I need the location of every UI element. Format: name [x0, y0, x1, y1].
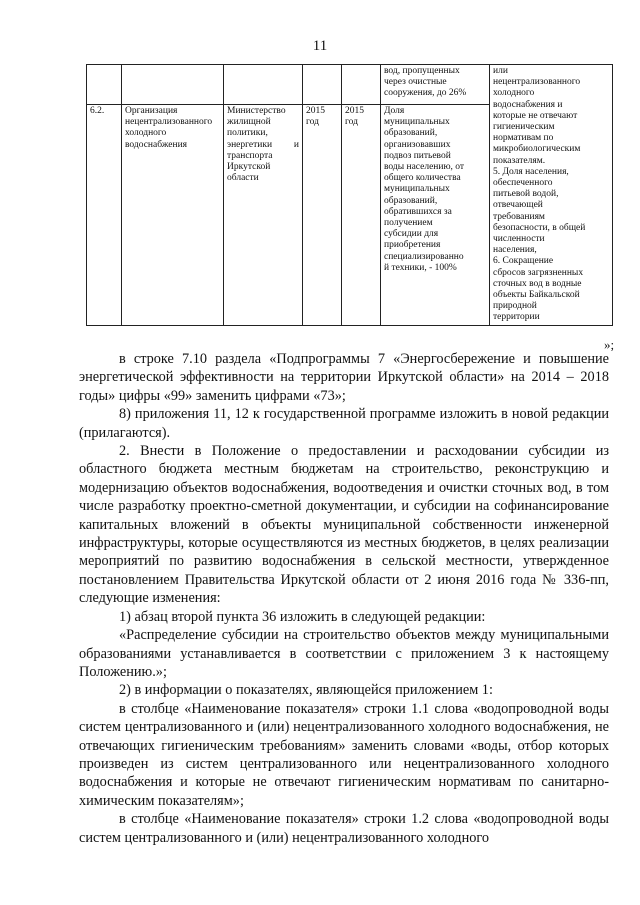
paragraph: 2. Внести в Положение о предоставлении и расходовании субсидии из областного бюджета местным бюджетам на строительство, реконструкцию и модернизацию объектов водоснабжения, водоотведения и очистки сточных вод, в том числе разработку проектно-сметной документации, и субсидии на софинансирование капитальных вложений в объекты муниципальной собственности инженерной инфраструктуры, которые осуществляются из местных бюджетов, в целях реализации мероприятий по развитию водоснабжения в сельской местности, утвержденное постановлением Правительства Иркутской области от 2 июня 2016 года № 336-пп, следующие изменения:	[79, 443, 609, 607]
paragraph: 1) абзац второй пункта 36 изложить в следующей редакции:	[119, 608, 486, 625]
cell-indicator: Доля муниципальных образований, организовавших подвоз питьевой воды населению, от общего количества муниципальных образований, обратившихся за получением субсидии для приобретения специализированно й техники, - 100%	[381, 105, 490, 326]
paragraph: 2) в информации о показателях, являющейся приложением 1:	[119, 682, 493, 699]
table-row-continued	[87, 65, 613, 105]
paragraph: «Распределение субсидии на строительство объектов между муниципальными образованиями устанавливается в соответствии с приложением 3 к настоящему Положению.»;	[79, 627, 609, 680]
cell-name	[122, 65, 224, 105]
paragraph: в строке 7.10 раздела «Подпрограммы 7 «Энергосбережение и повышение энергетической эффективности на территории Иркутской области» на 2014 – 2018 годы» цифры «99» заменить цифрами «73»;	[79, 351, 609, 404]
cell-end	[342, 65, 381, 105]
cell-row-number: 6.2.	[87, 105, 122, 326]
measures-table	[86, 64, 613, 326]
cell-num	[87, 65, 122, 105]
cell-executor	[224, 65, 303, 105]
paragraph: в столбце «Наименование показателя» строки 1.1 слова «водопроводной воды систем централизованного и (или) нецентрализованного холодного водоснабжения, не отвечающих гигиеническим требованиям» заменить словами «воды, отбор которых произведен из систем централизованного или нецентрализованного холодного водоснабжения и которые не отвечают гигиеническим нормативам по санитарно-химическим показателям»;	[79, 700, 609, 809]
cell-end-year: 2015 год	[342, 105, 381, 326]
cell-target-indicators: или нецентрализованного холодного водоснабжения и которые не отвечают гигиеническим нормативам по микробиологическим показателям. 5. Доля населения, обеспеченного питьевой водой, отвечающей требованиям безопасности, в общей численности населения, 6. Сокращение сбросов загрязненных сточных вод в водные объекты Байкальской природной территории	[490, 65, 613, 326]
cell-start-year: 2015 год	[303, 105, 342, 326]
cell-executor-name: Министерство жилищной политики, энергетики и транспорта Иркутской области	[224, 105, 303, 326]
paragraph: 8) приложения 11, 12 к государственной программе изложить в новой редакции (прилагаются).	[79, 406, 609, 441]
paragraph: в столбце «Наименование показателя» строки 1.2 слова «водопроводной воды систем централизованного и (или) нецентрализованного холодного	[79, 811, 609, 846]
table-closing-quote: »;	[604, 337, 615, 352]
cell-start	[303, 65, 342, 105]
body-text	[79, 350, 609, 847]
cell-measure-name: Организация нецентрализованного холодного водоснабжения	[122, 105, 224, 326]
page-number: 11	[312, 38, 328, 54]
cell-indicator-continued: вод, пропущенных через очистные сооружения, до 26%	[381, 65, 490, 105]
